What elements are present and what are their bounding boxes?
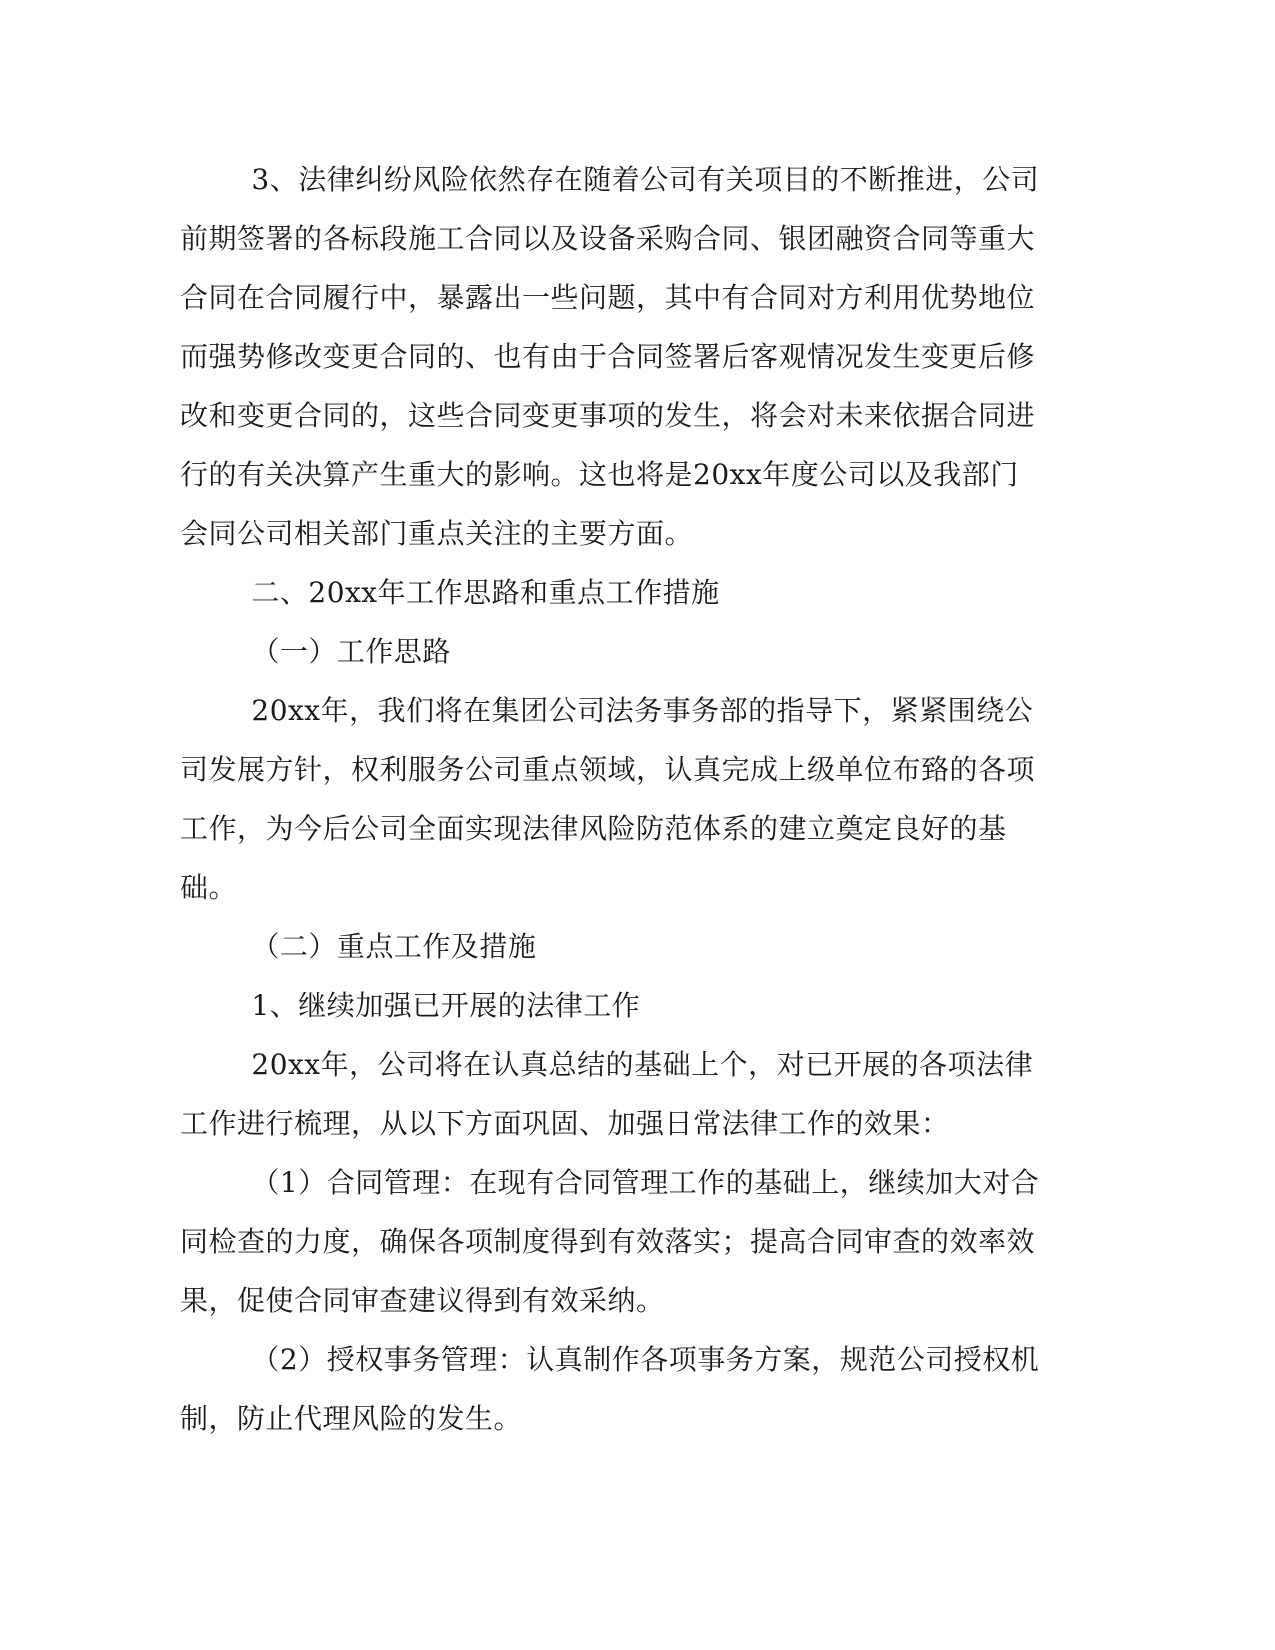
heading-section-two: 二、20xx年工作思路和重点工作措施 [251, 576, 720, 609]
paragraph-authorization-management: （2）授权事务管理：认真制作各项事务方案，规范公司授权机制，防止代理风险的发生。 [180, 1343, 1040, 1435]
paragraph-work-ideas: 20xx年，我们将在集团公司法务事务部的指导下，紧紧围绕公司发展方针，权利服务公司重点领域，认真完成上级单位布臵的各项工作，为今后公司全面实现法律风险防范体系的建立奠定良好的基础。 [180, 694, 1036, 904]
subheading-continue-legal-work: 1、继续加强已开展的法律工作 [251, 989, 641, 1022]
document-body [180, 150, 1040, 1448]
paragraph-contract-management: （1）合同管理：在现有合同管理工作的基础上，继续加大对合同检查的力度，确保各项制度得到有效落实；提高合同审查的效率效果，促使合同审查建议得到有效采纳。 [180, 1166, 1040, 1317]
paragraph-legal-dispute-risk: 3、法律纠纷风险依然存在随着公司有关项目的不断推进，公司前期签署的各标段施工合同以及设备采购合同、银团融资合同等重大合同在合同履行中，暴露出一些问题，其中有合同对方利用优势地位而强势修改变更合同的、也有由于合同签署后客观情况发生变更后修改和变更合同的，这些合同变更事项的发生，将会对未来依据合同进行的有关决算产生重大的影响。这也将是20xx年度公司以及我部门会同公司相关部门重点关注的主要方面。 [180, 163, 1040, 550]
subheading-work-ideas: （一）工作思路 [251, 635, 451, 668]
paragraph-continue-legal-work: 20xx年，公司将在认真总结的基础上个，对已开展的各项法律工作进行梳理，从以下方面巩固、加强日常法律工作的效果： [180, 1048, 1034, 1140]
subheading-key-work-measures: （二）重点工作及措施 [251, 930, 537, 963]
